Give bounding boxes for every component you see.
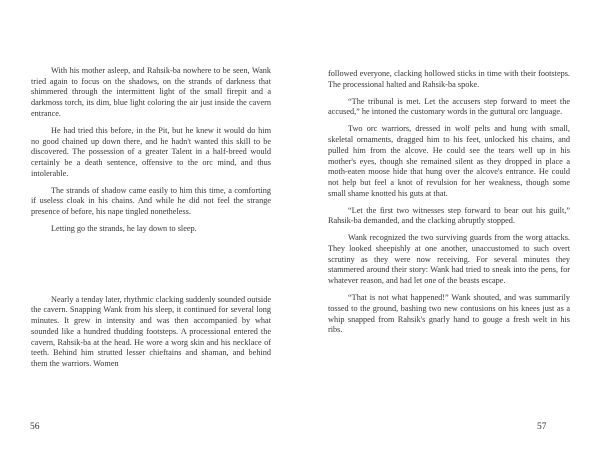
paragraph: Letting go the strands, he lay down to sleep.	[51, 224, 197, 234]
paragraph: “The tribunal is met. Let the accusers step forward to meet the accused,” he intoned the customary words in the guttural orc language.	[328, 96, 570, 117]
paragraph: “That is not what happened!” Wank shouted, and was summarily tossed to the ground, bashing two new contusions on his knees just as a whip snapped from Rahsik's gnarly hand to gouge a fresh welt in his ribs.	[328, 293, 570, 335]
paragraph: Two orc warriors, dressed in wolf pelts and hung with small, skeletal ornaments, dragged him to his feet, unlocked his chains, and pulled him from the alcove. He could see the tears well up in his mother's eyes, though she remained silent as they dropped in place a moth-eaten moose hide that hung over the alcove's entrance. He could not help but feel a knot of revulsion for her weakness, though some small shame knotted his guts at that.	[328, 124, 570, 198]
paragraph: The strands of shadow came easily to him this time, a comforting if useless cloak in his chains. And while he did not feel the strange presence of before, his nape tingled nonetheless.	[31, 185, 271, 217]
page-number: 57	[537, 422, 547, 432]
left-page-text	[31, 66, 271, 376]
paragraph: Nearly a tenday later, rhythmic clacking suddenly sounded outside the cavern. Snapping Wank from his sleep, it continued for several long minutes. It grew in intensity and was then accompanied by what sounded like a hundred thudding footsteps. A processional entered the cavern, Rahsik-ba at the head. He wore a worg skin and his necklace of teeth. Behind him strutted lesser chieftains and shaman, and behind them the warriors. Women	[31, 294, 271, 368]
page-number: 56	[30, 422, 40, 432]
right-page-text	[328, 69, 570, 342]
paragraph: Wank recognized the two surviving guards from the worg attacks. They looked sheepishly at one another, unaccustomed to such overt scrutiny as they were now receiving. For several minutes they stammered around their story: Wank had tried to sneak into the pens, for whatever reason, and had let one of the beasts escape.	[328, 233, 570, 286]
paragraph: With his mother asleep, and Rahsik-ba nowhere to be seen, Wank tried again to focus on the shadows, on the strands of darkness that shimmered through the intermittent light of the small firepit and a darkmoss torch, its dim, blue light coloring the air just inside the cavern entrance.	[31, 66, 271, 118]
paragraph: He had tried this before, in the Pit, but he knew it would do him no good chained up down there, and he hadn't wanted this skill to be discovered. The possession of a greater Talent in a half-breed would certainly be a death sentence, offensive to the orc mind, and thus intolerable.	[31, 125, 271, 178]
right-page	[300, 0, 600, 463]
paragraph: “Let the first two witnesses step forward to bear out his guilt,” Rahsik-ba demanded, and the clacking abruptly stopped.	[328, 205, 570, 226]
paragraph: followed everyone, clacking hollowed sticks in time with their footsteps. The processional halted and Rahsik-ba spoke.	[328, 69, 570, 89]
